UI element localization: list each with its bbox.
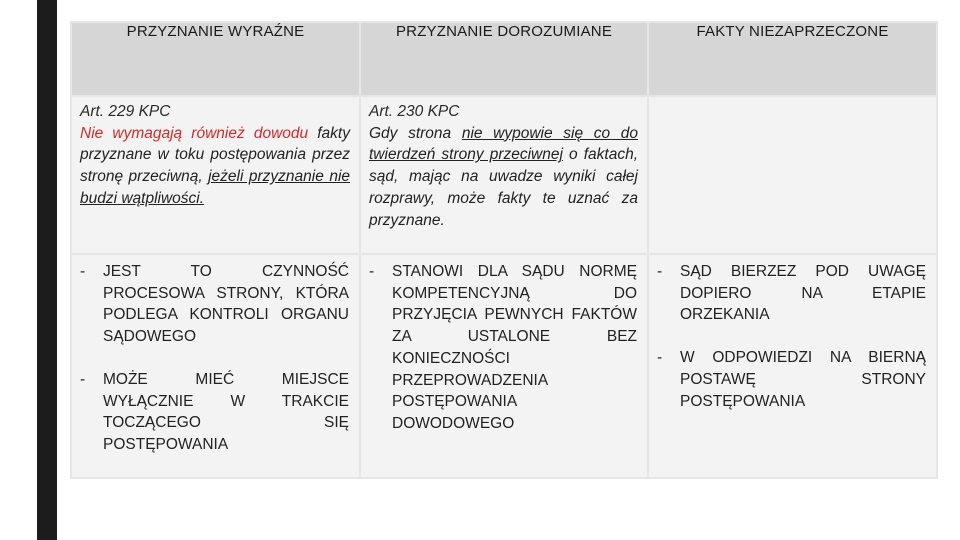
article-230-cell — [360, 96, 648, 254]
article-229-ref: Art. 229 KPC — [80, 103, 171, 120]
header-row — [71, 22, 937, 96]
article-229-plain-text: fakty przyznane w toku postępowania przez stronę przeciwną, — [80, 124, 350, 186]
article-row — [71, 96, 937, 254]
list-item: - MOŻE MIEĆ MIEJSCE WYŁĄCZNIE W TRAKCIE TOCZĄCEGO SIĘ POSTĘPOWANIA — [80, 370, 349, 453]
features-cell-1 — [71, 254, 360, 478]
header-cell-3: FAKTY NIEZAPRZECZONE — [648, 22, 937, 96]
article-229-red-text: Nie wymagają również dowodu — [80, 124, 309, 142]
header-cell-1: PRZYZNANIE WYRAŹNE — [71, 22, 360, 96]
article-230-text — [361, 97, 647, 231]
header-cell-2: PRZYZNANIE DOROZUMIANE — [360, 22, 648, 96]
article-230-text-b: o faktach, sąd, mając na uwadze wyniki całej rozprawy, może fakty te uznać za przyznane. — [369, 146, 638, 229]
article-230-ref: Art. 230 KPC — [369, 103, 460, 120]
article-230-text-a: Gdy strona — [369, 124, 462, 142]
list-item: - STANOWI DLA SĄDU NORMĘ KOMPETENCYJNĄ DO PRZYJĘCIA PEWNYCH FAKTÓW ZA USTALONE BEZ KONIECZNOŚCI PRZEPROWADZENIA POSTĘPOWANIA DOWODOWEGO — [369, 263, 637, 432]
list-item: - SĄD BIERZEZ POD UWAGĘ DOPIERO NA ETAPIE ORZEKANIA — [657, 263, 926, 324]
article-230-underlined-text: nie wypowie się co do twierdzeń strony przeciwnej — [369, 124, 639, 164]
features-cell-2 — [360, 254, 648, 478]
list-item: - W ODPOWIEDZI NA BIERNĄ POSTAWĘ STRONY POSTĘPOWANIA — [657, 349, 926, 410]
article-229-text — [72, 97, 359, 210]
article-229-cell — [71, 96, 360, 254]
features-cell-3 — [648, 254, 937, 478]
empty-cell — [648, 96, 937, 254]
left-accent-bar — [37, 0, 57, 540]
comparison-table — [70, 21, 938, 479]
features-row — [71, 254, 937, 478]
list-item: - JEST TO CZYNNOŚĆ PROCESOWA STRONY, KTÓRA PODLEGA KONTROLI ORGANU SĄDOWEGO — [80, 263, 349, 346]
article-229-underlined-text: jeżeli przyznanie nie budzi wątpliwości. — [80, 168, 351, 207]
